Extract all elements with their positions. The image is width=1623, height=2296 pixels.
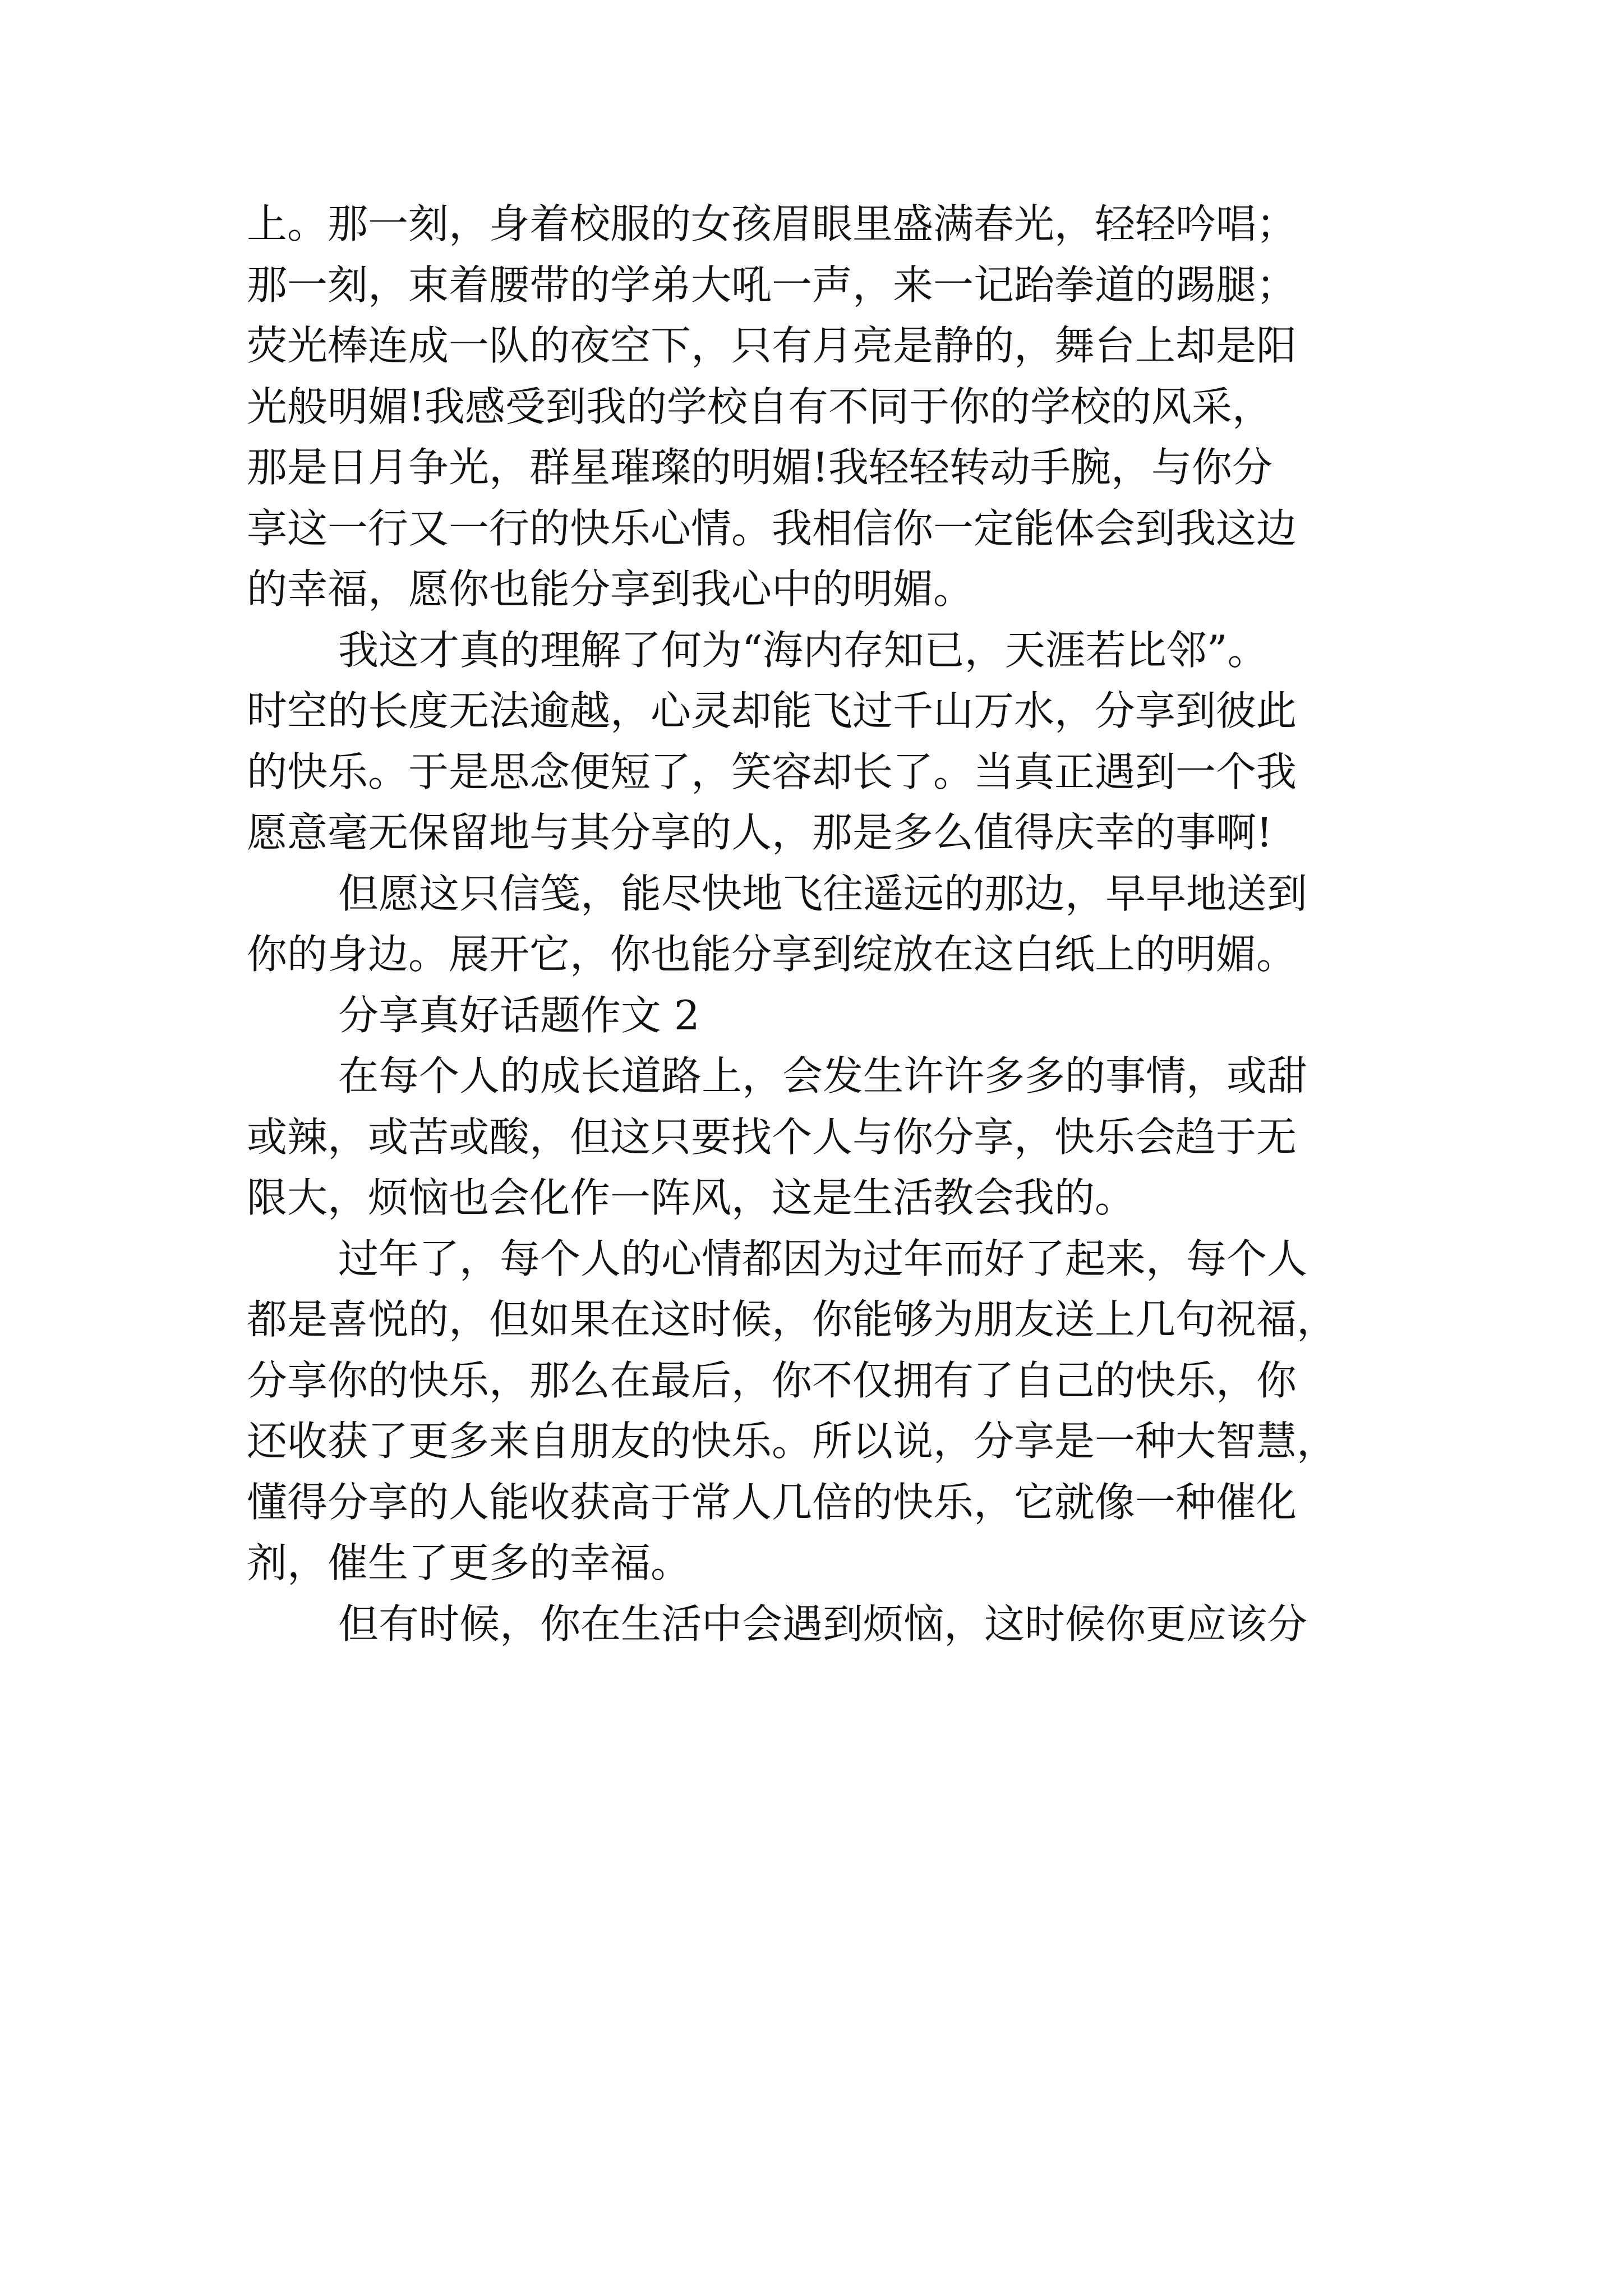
text-line-9: 时空的长度无法逾越，心灵却能飞过千山万水，分享到彼此 [247,687,1297,734]
text-line-12: 但愿这只信笺，能尽快地飞往遥远的那边，早早地送到 [338,869,1308,917]
text-line-21: 还收获了更多来自朋友的快乐。所以说，分享是一种大智慧， [247,1418,1338,1465]
body-text [247,194,1391,1654]
text-line-8: 我这才真的理解了何为“海内存知已，天涯若比邻”。 [338,626,1268,674]
text-line-18: 过年了，每个人的心情都因为过年而好了起来，每个人 [338,1235,1308,1282]
text-line-20: 分享你的快乐，那么在最后，你不仅拥有了自己的快乐，你 [247,1356,1297,1404]
text-line-22: 懂得分享的人能收获高于常人几倍的快乐，它就像一种催化 [247,1478,1297,1526]
section-heading: 分享真好话题作文 2 [338,991,700,1039]
text-line-17: 限大，烦恼也会化作一阵风，这是生活教会我的。 [247,1174,1136,1221]
text-line-6: 享这一行又一行的快乐心情。我相信你一定能体会到我这边 [247,504,1297,552]
text-line-2: 那一刻，束着腰带的学弟大吼一声，来一记跆拳道的踢腿； [247,261,1297,309]
text-line-5: 那是日月争光，群星璀璨的明媚!我轻轻转动手腕，与你分 [247,444,1272,491]
text-line-1: 上。那一刻，身着校服的女孩眉眼里盛满春光，轻轻吟唱； [247,200,1297,247]
text-line-7: 的幸福，愿你也能分享到我心中的明媚。 [247,565,974,613]
text-line-13: 你的身边。展开它，你也能分享到绽放在这白纸上的明媚。 [247,931,1297,978]
text-line-16: 或辣，或苦或酸，但这只要找个人与你分享，快乐会趋于无 [247,1113,1297,1161]
text-line-15: 在每个人的成长道路上，会发生许许多多的事情，或甜 [338,1052,1308,1099]
text-line-19: 都是喜悦的，但如果在这时候，你能够为朋友送上几句祝福， [247,1296,1338,1343]
text-line-4: 光般明媚!我感受到我的学校自有不同于你的学校的风采， [247,383,1272,430]
text-line-23: 剂，催生了更多的幸福。 [247,1539,691,1586]
text-line-24: 但有时候，你在生活中会遇到烦恼，这时候你更应该分 [338,1600,1308,1648]
text-line-11: 愿意毫无保留地与其分享的人，那是多么值得庆幸的事啊! [247,809,1272,856]
text-line-10: 的快乐。于是思念便短了，笑容却长了。当真正遇到一个我 [247,748,1297,795]
text-line-3: 荧光棒连成一队的夜空下，只有月亮是静的，舞台上却是阳 [247,322,1297,369]
